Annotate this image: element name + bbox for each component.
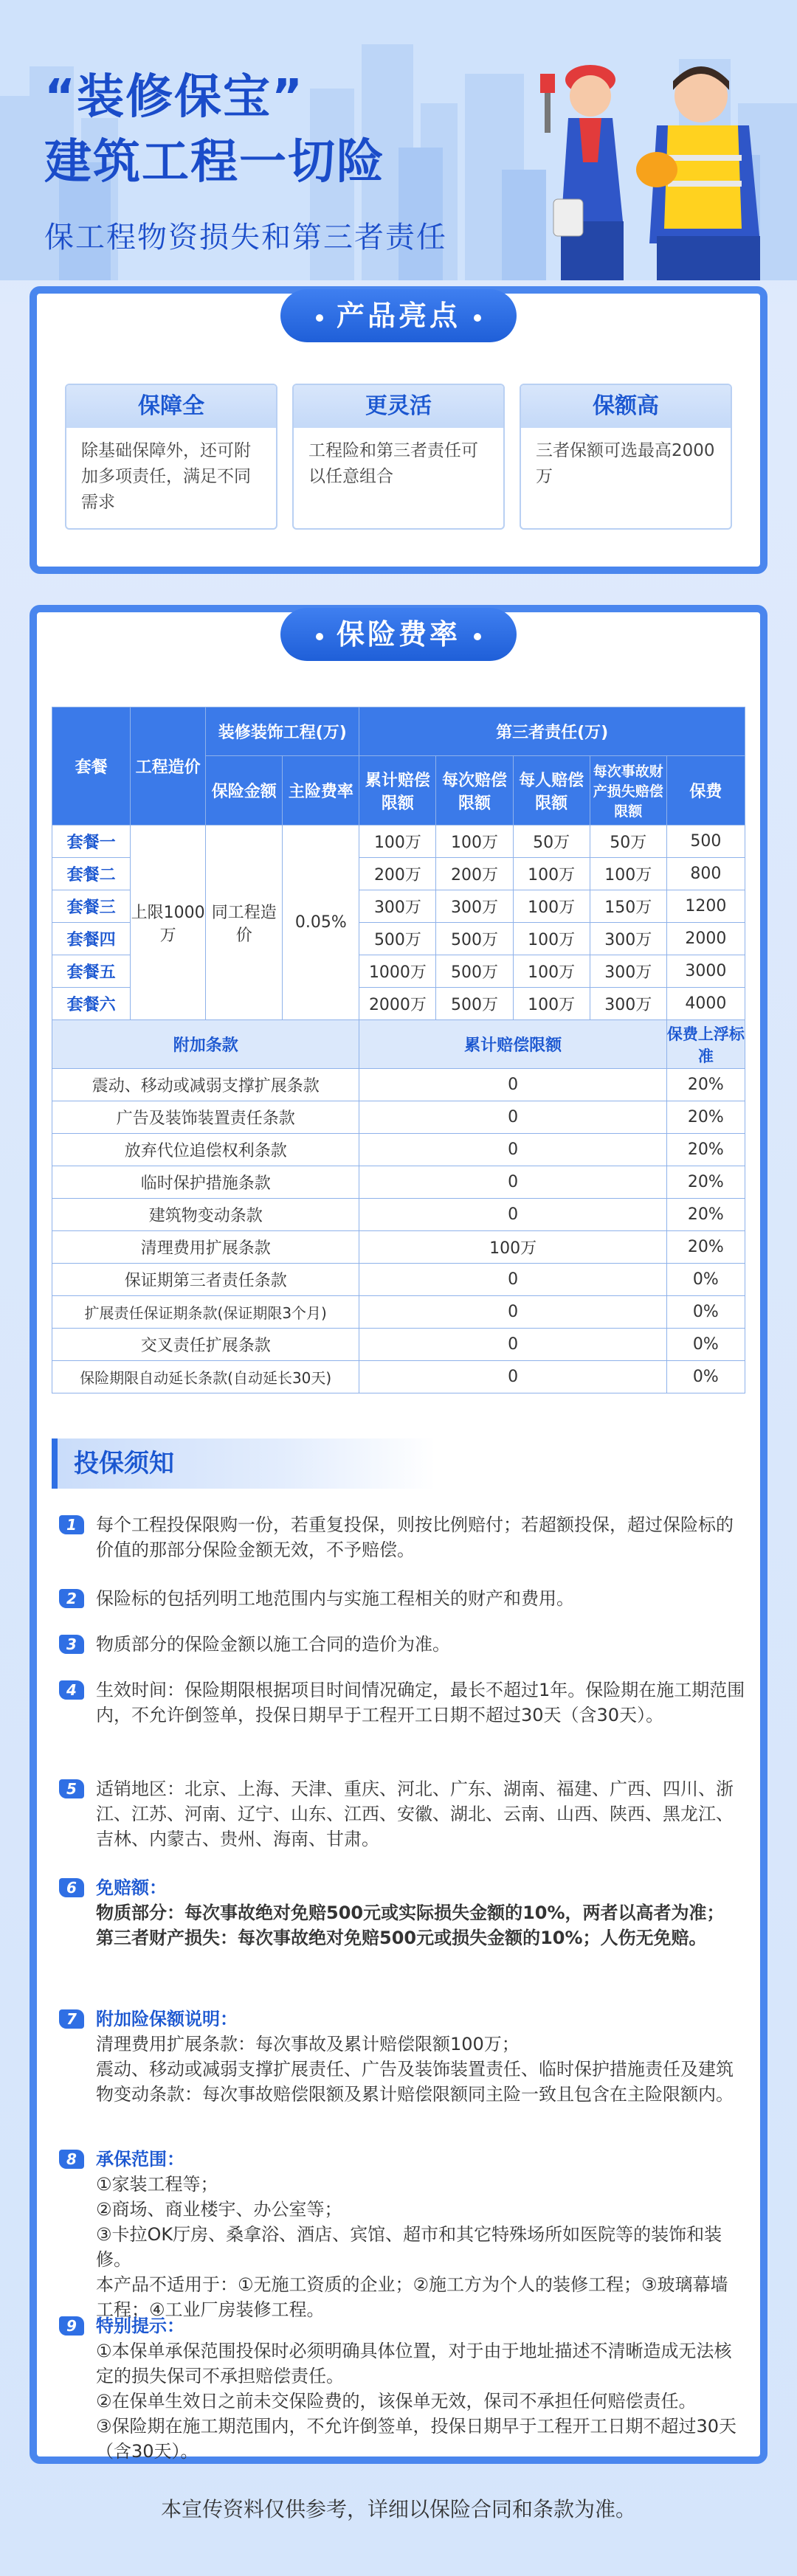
number-badge: 6 <box>59 1878 84 1897</box>
addon-limit: 0 <box>359 1199 666 1231</box>
header-premium: 保费 <box>666 756 745 825</box>
feature-card <box>520 384 732 530</box>
header-third-group: 第三者责任(万) <box>359 707 745 756</box>
note-text: 每个工程投保限购一份，若重复投保，则按比例赔付；若超额投保，超过保险标的价值的那部分保险金额无效，不予赔偿。 <box>96 1514 734 1560</box>
per-limit: 500万 <box>436 955 513 988</box>
plan-name: 套餐三 <box>52 890 131 923</box>
per-limit: 100万 <box>436 825 513 858</box>
merged-cost: 上限1000万 <box>131 825 206 1020</box>
table-row <box>52 1361 745 1393</box>
cum-limit: 2000万 <box>359 988 436 1020</box>
addon-clause: 广告及装饰装置责任条款 <box>52 1101 359 1134</box>
note-text: 物质部分的保险金额以施工合同的造价为准。 <box>96 1634 450 1655</box>
addon-float: 20% <box>666 1069 745 1101</box>
dot-icon <box>474 314 481 322</box>
number-badge: 2 <box>59 1589 84 1608</box>
number-badge: 9 <box>59 2316 84 2336</box>
dot-icon <box>316 314 323 322</box>
per-limit: 300万 <box>436 890 513 923</box>
addon-float: 0% <box>666 1296 745 1329</box>
plan-name: 套餐五 <box>52 955 131 988</box>
note-heading: 免赔额： <box>96 1877 167 1898</box>
feature-text: 三者保额可选最高2000万 <box>536 441 715 486</box>
table-row <box>52 1101 745 1134</box>
addon-clause: 震动、移动或减弱支撑扩展条款 <box>52 1069 359 1101</box>
notes-heading: 投保须知 <box>52 1438 435 1489</box>
premium: 800 <box>666 858 745 890</box>
addon-header-float: 保费上浮标准 <box>666 1020 745 1069</box>
note-item <box>59 1632 745 1657</box>
highlights-card <box>30 286 767 574</box>
highlights-badge: 产品亮点 <box>280 289 517 342</box>
premium: 500 <box>666 825 745 858</box>
feature-title: 更灵活 <box>294 385 503 428</box>
number-badge: 1 <box>59 1515 84 1534</box>
person-limit: 100万 <box>513 923 590 955</box>
addon-limit: 100万 <box>359 1231 666 1264</box>
person-limit: 50万 <box>513 825 590 858</box>
per-limit: 200万 <box>436 858 513 890</box>
note-item <box>59 2313 745 2464</box>
header-plan: 套餐 <box>52 707 131 825</box>
person-limit: 100万 <box>513 890 590 923</box>
note-text: ①家装工程等； <box>96 2174 218 2195</box>
addon-float: 0% <box>666 1361 745 1393</box>
table-row <box>52 1134 745 1166</box>
rates-badge: 保险费率 <box>280 608 517 661</box>
note-text: 保险标的包括列明工地范围内与实施工程相关的财产和费用。 <box>96 1588 574 1609</box>
workers-illustration <box>539 44 782 280</box>
number-badge: 5 <box>59 1779 84 1798</box>
property-limit: 300万 <box>590 923 666 955</box>
addon-clause: 保险期限自动延长条款(自动延长30天) <box>52 1361 359 1393</box>
property-limit: 300万 <box>590 955 666 988</box>
premium: 3000 <box>666 955 745 988</box>
addon-limit: 0 <box>359 1101 666 1134</box>
cum-limit: 1000万 <box>359 955 436 988</box>
note-text: ③保险期在施工期范围内，不允许倒签单，投保日期早于工程开工日期不超过30天（含30天）。 <box>96 2416 737 2462</box>
addon-float: 20% <box>666 1134 745 1166</box>
number-badge: 8 <box>59 2150 84 2169</box>
title-line1: “装修保宝” <box>44 70 305 125</box>
header-decor-group: 装修装饰工程(万) <box>206 707 359 756</box>
note-text: 震动、移动或减弱支撑扩展责任、广告及装饰装置责任、临时保护措施责任及建筑物变动条款：每次事故赔偿限额及累计赔偿限额同主险一致且包含在主险限额内。 <box>96 2059 734 2105</box>
note-item <box>59 2007 745 2107</box>
cum-limit: 500万 <box>359 923 436 955</box>
number-badge: 4 <box>59 1680 84 1700</box>
addon-float: 20% <box>666 1166 745 1199</box>
addon-clause: 建筑物变动条款 <box>52 1199 359 1231</box>
footer-disclaimer: 本宣传资料仅供参考，详细以保险合同和条款为准。 <box>160 2497 636 2521</box>
addon-clause: 清理费用扩展条款 <box>52 1231 359 1264</box>
addon-clause: 扩展责任保证期条款(保证期限3个月) <box>52 1296 359 1329</box>
table-row <box>52 1231 745 1264</box>
note-heading: 特别提示： <box>96 2316 184 2336</box>
note-heading: 附加险保额说明： <box>96 2009 238 2029</box>
header-person-limit: 每人赔偿限额 <box>513 756 590 825</box>
feature-card <box>292 384 505 530</box>
person-limit: 100万 <box>513 955 590 988</box>
addon-header-clause: 附加条款 <box>52 1020 359 1069</box>
header-per-limit: 每次赔偿限额 <box>436 756 513 825</box>
cum-limit: 300万 <box>359 890 436 923</box>
addon-clause: 保证期第三者责任条款 <box>52 1264 359 1296</box>
addon-float: 0% <box>666 1264 745 1296</box>
note-item <box>59 1677 745 1728</box>
note-text: 本产品不适用于：①无施工资质的企业；②施工方为个人的装修工程；③玻璃幕墙工程；④工业厂房装修工程。 <box>96 2274 728 2320</box>
addon-limit: 0 <box>359 1134 666 1166</box>
table-row <box>52 1329 745 1361</box>
note-text: ①本保单承保范围投保时必须明确具体位置，对于由于地址描述不清晰造成无法核定的损失保司不承担赔偿责任。 <box>96 2341 732 2386</box>
features-list <box>65 384 732 530</box>
cum-limit: 100万 <box>359 825 436 858</box>
hero-banner <box>0 0 797 280</box>
header-cost: 工程造价 <box>131 707 206 825</box>
note-text: 适销地区：北京、上海、天津、重庆、河北、广东、湖南、福建、广西、四川、浙江、江苏、河南、辽宁、山东、江西、安徽、湖北、云南、山西、陕西、黑龙江、吉林、内蒙古、贵州、海南、甘肃。 <box>96 1779 734 1849</box>
premium: 2000 <box>666 923 745 955</box>
table-row <box>52 825 745 858</box>
table-row <box>52 1264 745 1296</box>
addon-header-limit: 累计赔偿限额 <box>359 1020 666 1069</box>
plan-name: 套餐六 <box>52 988 131 1020</box>
property-limit: 100万 <box>590 858 666 890</box>
table-row <box>52 1069 745 1101</box>
addon-float: 20% <box>666 1101 745 1134</box>
addon-float: 0% <box>666 1329 745 1361</box>
rates-card <box>30 605 767 2464</box>
note-text: ②在保单生效日之前未交保险费的，该保单无效，保司不承担任何赔偿责任。 <box>96 2391 697 2411</box>
note-heading: 承保范围： <box>96 2149 184 2170</box>
note-text: ②商场、商业楼宇、办公室等； <box>96 2199 342 2220</box>
person-limit: 100万 <box>513 988 590 1020</box>
table-row <box>52 1199 745 1231</box>
note-text: 清理费用扩展条款：每次事故及累计赔偿限额100万； <box>96 2034 520 2054</box>
addon-limit: 0 <box>359 1296 666 1329</box>
feature-title: 保额高 <box>521 385 731 428</box>
plan-name: 套餐二 <box>52 858 131 890</box>
premium: 1200 <box>666 890 745 923</box>
feature-text: 除基础保障外，还可附加多项责任，满足不同需求 <box>81 441 251 512</box>
addon-limit: 0 <box>359 1069 666 1101</box>
dot-icon <box>316 633 323 640</box>
note-text: ③卡拉OK厅房、桑拿浴、酒店、宾馆、超市和其它特殊场所如医院等的装饰和装修。 <box>96 2224 722 2270</box>
subtitle: 保工程物资损失和第三者责任 <box>44 221 447 255</box>
addon-float: 20% <box>666 1231 745 1264</box>
rate-table <box>52 707 745 1393</box>
property-limit: 150万 <box>590 890 666 923</box>
premium: 4000 <box>666 988 745 1020</box>
header-rate: 主险费率 <box>283 756 359 825</box>
note-text: 第三者财产损失：每次事故绝对免赔500元或损失金额的10%；人伤无免赔。 <box>96 1928 707 1948</box>
note-item <box>59 1512 745 1562</box>
header-cum-limit: 累计赔偿限额 <box>359 756 436 825</box>
per-limit: 500万 <box>436 923 513 955</box>
header-property-limit: 每次事故财产损失赔偿限额 <box>590 756 666 825</box>
addon-clause: 临时保护措施条款 <box>52 1166 359 1199</box>
note-item <box>59 1875 745 1950</box>
person-limit: 100万 <box>513 858 590 890</box>
note-item <box>59 1776 745 1852</box>
table-row <box>52 1296 745 1329</box>
property-limit: 50万 <box>590 825 666 858</box>
note-text: 物质部分：每次事故绝对免赔500元或实际损失金额的10%，两者以高者为准； <box>96 1902 725 1923</box>
plan-name: 套餐一 <box>52 825 131 858</box>
per-limit: 500万 <box>436 988 513 1020</box>
merged-rate: 0.05% <box>283 825 359 1020</box>
addon-limit: 0 <box>359 1361 666 1393</box>
feature-title: 保障全 <box>66 385 276 428</box>
header-insured: 保险金额 <box>206 756 283 825</box>
addon-limit: 0 <box>359 1329 666 1361</box>
property-limit: 300万 <box>590 988 666 1020</box>
addon-clause: 放弃代位追偿权利条款 <box>52 1134 359 1166</box>
cum-limit: 200万 <box>359 858 436 890</box>
plan-name: 套餐四 <box>52 923 131 955</box>
table-row <box>52 1166 745 1199</box>
addon-clause: 交叉责任扩展条款 <box>52 1329 359 1361</box>
dot-icon <box>474 633 481 640</box>
number-badge: 7 <box>59 2009 84 2029</box>
note-text: 生效时间：保险期限根据项目时间情况确定，最长不超过1年。保险期在施工期范围内，不允许倒签单，投保日期早于工程开工日期不超过30天（含30天）。 <box>96 1680 745 1725</box>
note-item <box>59 1586 745 1611</box>
feature-card <box>65 384 277 530</box>
merged-insured: 同工程造价 <box>206 825 283 1020</box>
note-item <box>59 2147 745 2322</box>
addon-limit: 0 <box>359 1264 666 1296</box>
number-badge: 3 <box>59 1635 84 1654</box>
addon-float: 20% <box>666 1199 745 1231</box>
feature-text: 工程险和第三者责任可以任意组合 <box>308 441 478 486</box>
title-line2: 建筑工程一切险 <box>44 135 385 190</box>
addon-limit: 0 <box>359 1166 666 1199</box>
